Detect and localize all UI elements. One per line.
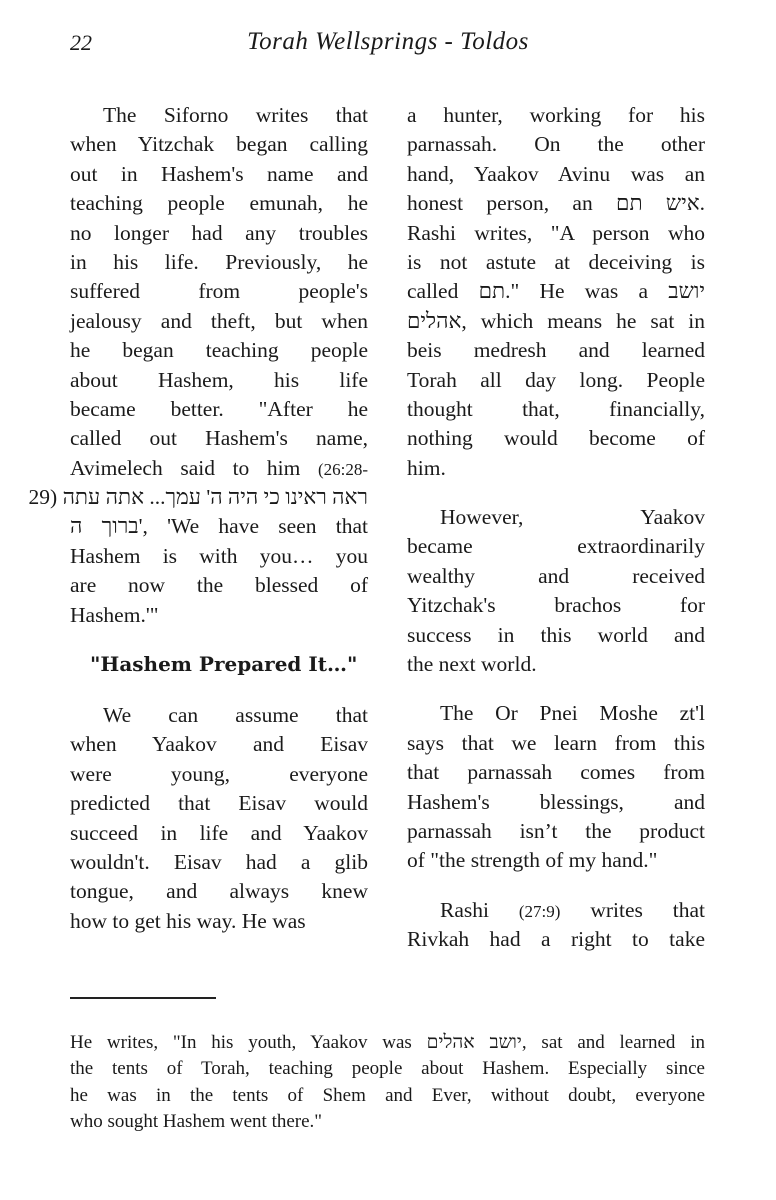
text-line: succeed in life and Yaakov — [70, 820, 368, 845]
text-line: are now the blessed of — [70, 573, 368, 598]
text-line: אהלים, which means he sat in — [407, 308, 705, 333]
text-line: Hashem's blessings, and — [407, 789, 705, 814]
text-line: wouldn't. Eisav had a glib — [70, 849, 368, 874]
text-line: became better. "After he — [70, 396, 368, 421]
text-line: Hashem is with you… you — [70, 543, 368, 568]
text-line: that parnassah comes from — [407, 760, 705, 785]
footnote — [70, 1030, 705, 1136]
text-line: the next world. — [407, 652, 537, 677]
text-line: parnassah. On the other — [407, 132, 705, 157]
text-line: became extraordinarily — [407, 534, 705, 559]
text-line: thought that, financially, — [407, 396, 705, 421]
text-line: Yitzchak's brachos for — [407, 593, 705, 618]
right-column — [407, 101, 705, 975]
text-line: is not astute at deceiving is — [407, 249, 705, 274]
paragraph — [407, 101, 705, 483]
text-line: honest person, an איש תם. — [407, 191, 705, 216]
text-line: ברוך ה', 'We have seen that — [70, 514, 369, 539]
text-line: predicted that Eisav would — [70, 791, 368, 816]
text-line: He writes, "In his youth, Yaakov was יושב אהלים, sat and learned in — [70, 1032, 705, 1053]
left-column — [28, 101, 369, 956]
text-line: Rashi (27:9) writes that — [440, 897, 705, 922]
paragraph — [70, 701, 368, 936]
paragraph — [407, 699, 705, 875]
text-line: Rashi writes, "A person who — [407, 220, 705, 245]
text-line: he was in the tents of Shem and Ever, without doubt, everyone — [70, 1084, 705, 1106]
page-number: 22 — [70, 30, 92, 55]
text-line: in his life. Previously, he — [70, 249, 368, 274]
text-line: of "the strength of my hand." — [407, 848, 658, 873]
text-line: when Yaakov and Eisav — [70, 732, 368, 757]
text-line: parnassah isn’t the product — [407, 818, 705, 843]
text-line: out in Hashem's name and — [70, 161, 368, 186]
text-line: Torah all day long. People — [407, 367, 705, 392]
paragraph — [407, 503, 705, 679]
text-line: how to get his way. He was — [70, 908, 306, 933]
text-line: when Yitzchak began calling — [70, 132, 368, 157]
paragraph — [28, 101, 369, 630]
footnote-divider — [70, 997, 216, 999]
text-line: were young, everyone — [70, 761, 368, 786]
text-line: says that we learn from this — [407, 730, 705, 755]
text-line: jealousy and theft, but when — [70, 308, 368, 333]
paragraph — [407, 896, 705, 955]
text-line: hand, Yaakov Avinu was an — [407, 161, 705, 186]
text-line: him. — [407, 455, 446, 480]
text-line: The Or Pnei Moshe zt'l — [440, 701, 705, 726]
text-line: who sought Hashem went there." — [70, 1111, 323, 1133]
text-line: about Hashem, his life — [70, 367, 368, 392]
text-line: nothing would become of — [407, 426, 705, 451]
text-line: no longer had any troubles — [70, 220, 368, 245]
text-line: ראה ראינו כי היה ה' עמך... אתה עתה (29 — [28, 485, 368, 510]
text-line: called out Hashem's name, — [70, 426, 368, 451]
text-line: success in this world and — [407, 622, 705, 647]
text-line: called תם." He was a יושב — [407, 279, 706, 304]
running-title: Torah Wellsprings - Toldos — [247, 28, 529, 55]
section-heading: "Hashem Prepared It…" — [90, 652, 358, 677]
text-line: he began teaching people — [70, 338, 368, 363]
text-line: teaching people emunah, he — [70, 191, 368, 216]
text-line: We can assume that — [103, 703, 368, 728]
text-line: wealthy and received — [407, 563, 705, 588]
text-line: a hunter, working for his — [407, 103, 705, 127]
text-line: Hashem.'" — [70, 602, 159, 627]
text-line: Rivkah had a right to take — [407, 927, 705, 952]
text-line: The Siforno writes that — [103, 103, 368, 127]
text-line: the tents of Torah, teaching people about Hashem. Especially since — [70, 1058, 705, 1080]
text-line: However, Yaakov — [440, 505, 705, 530]
text-line: Avimelech said to him (26:28- — [70, 455, 368, 480]
text-line: beis medresh and learned — [407, 338, 705, 363]
text-line: suffered from people's — [70, 279, 368, 304]
text-line: tongue, and always knew — [70, 879, 368, 904]
